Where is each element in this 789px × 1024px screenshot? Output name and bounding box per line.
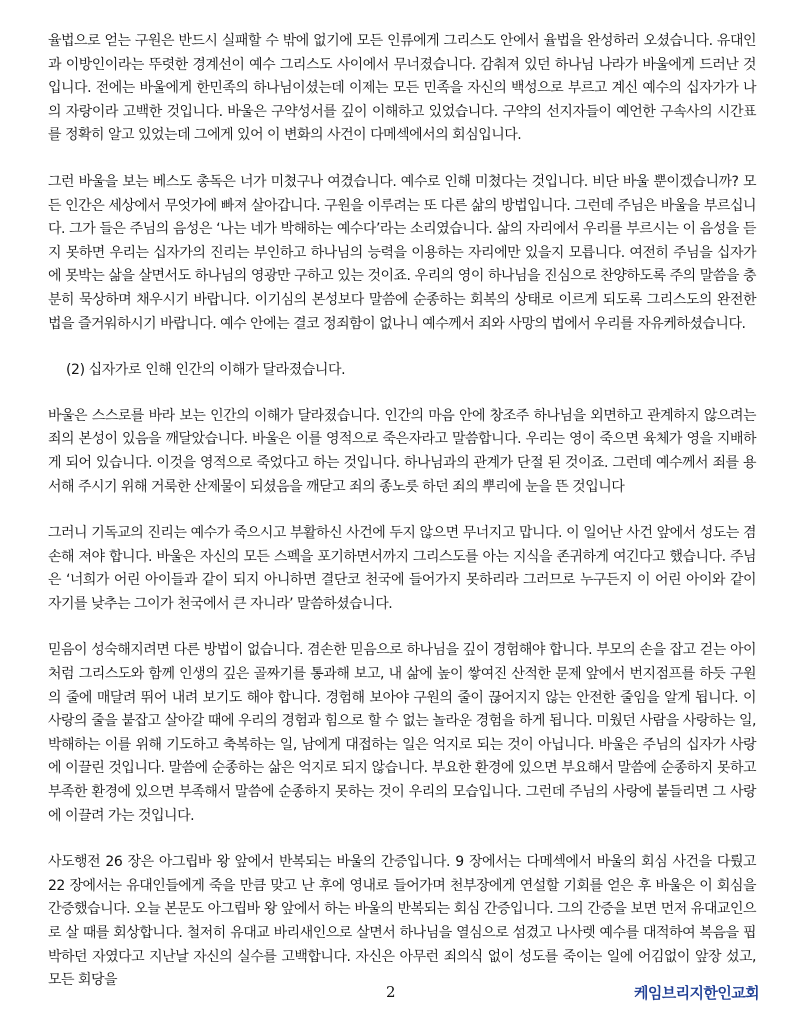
church-name: 케임브리지한인교회 [633, 984, 759, 1002]
paragraph-2: 그런 바울을 보는 베스도 총독은 너가 미쳤구나 여겼습니다. 예수로 인해 미쳤다는 것입니다. 비단 바울 뿐이겠습니까? 모든 인간은 세상에서 무엇가에 빠져 살아갑니다. 구원을 이루려는 또 다른 삶의 방법입니다. 그런데 주님은 바울을 부르십니다. 그가 들은 주님의 음성은 ‘나는 네가 박해하는 예수다’라는 소리였습니다. 삶의 자리에서 우리를 부르시는 이 음성을 듣지 못하면 우리는 십자가의 진리는 부인하고 하나님의 능력을 이용하는 자리에만 있을지 모릅니다. 여전히 주님을 십자가에 못박는 삶을 살면서도 하나님의 영광만 구하고 있는 것이죠. 우리의 영이 하나님을 진심으로 찬양하도록 주의 말씀을 충분히 묵상하며 채우시기 바랍니다. 이기심의 본성보다 말씀에 순종하는 회복의 상태로 이르게 되도록 그리스도의 완전한 법을 즐거워하시기 바랍니다. 예수 안에는 결코 정죄함이 없나니 예수께서 죄와 사망의 법에서 우리를 자유케하셨습니다. [48, 173, 756, 332]
paragraph-5: 믿음이 성숙해지려면 다른 방법이 없습니다. 겸손한 믿음으로 하나님을 깊이 경험해야 합니다. 부모의 손을 잡고 걷는 아이처럼 그리스도와 함께 인생의 깊은 골짜기를 통과해 보고, 내 삶에 높이 쌓여진 산적한 문제 앞에서 번지점프를 하듯 구원의 줄에 매달려 뛰어 내려 보기도 해야 합니다. 경험해 보아야 구원의 줄이 끊어지지 않는 안전한 줄임을 알게 됩니다. 이 사랑의 줄을 붙잡고 살아갈 때에 우리의 경험과 힘으로 할 수 없는 놀라운 경험을 하게 됩니다. 미웠던 사람을 사랑하는 일, 박해하는 이를 위해 기도하고 축복하는 일, 남에게 대접하는 일은 억지로 되는 것이 아닙니다. 바울은 주님의 십자가 사랑에 이끌린 것입니다. 말씀에 순종하는 삶은 억지로 되지 않습니다. 부요한 환경에 있으면 부요해서 말씀에 순종하지 못하고 부족한 환경에 있으면 부족해서 말씀에 순종하지 못하는 것이 우리의 모습입니다. 그런데 주님의 사랑에 붙들리면 그 사랑에 이끌려 가는 것입니다. [48, 642, 756, 824]
page-number: 2 [386, 983, 396, 1001]
paragraph-3: 바울은 스스로를 바라 보는 인간의 이해가 달라졌습니다. 인간의 마음 안에 창조주 하나님을 외면하고 관계하지 않으려는 죄의 본성이 있음을 깨달았습니다. 바울은 이를 영적으로 죽은자라고 말씀합니다. 우리는 영이 죽으면 육체가 영을 지배하게 되어 있습니다. 이것을 영적으로 죽었다고 하는 것입니다. 하나님과의 관계가 단절 된 것이죠. 그런데 예수께서 죄를 용서해 주시기 위해 거룩한 산제물이 되셨음을 깨닫고 죄의 종노릇 하던 죄의 뿌리에 눈을 뜬 것입니다 [48, 407, 756, 495]
section-heading: (2) 십자가로 인해 인간의 이해가 달라졌습니다. [66, 362, 346, 379]
page-body [48, 30, 756, 1016]
paragraph-1: 율법으로 얻는 구원은 반드시 실패할 수 밖에 없기에 모든 인류에게 그리스도 안에서 율법을 완성하러 오셨습니다. 유대인과 이방인이라는 뚜렷한 경계선이 예수 그리스도 사이에서 무너졌습니다. 감춰져 있던 하나님 나라가 바울에게 드러난 것입니다. 전에는 바울에게 한민족의 하나님이셨는데 이제는 모든 민족을 자신의 백성으로 부르고 계신 예수의 십자가가 나의 자랑이라 고백한 것입니다. 바울은 구약성서를 깊이 이해하고 있었습니다. 구약의 선지자들이 예언한 구속사의 시간표를 정확히 알고 있었는데 그에게 있어 이 변화의 사건이 다메섹에서의 회심입니다. [48, 33, 756, 144]
paragraph-6: 사도행전 26 장은 아그립바 왕 앞에서 반복되는 바울의 간증입니다. 9 장에서는 다메섹에서 바울의 회심 사건을 다뤘고 22 장에서는 유대인들에게 죽을 만큼 맞고 난 후에 영내로 들어가며 천부장에게 연설할 기회를 얻은 후 바울은 이 회심을 간증했습니다. 오늘 본문도 아그립바 왕 앞에서 하는 바울의 반복되는 회심 간증입니다. 그의 간증을 보면 먼저 유대교인으로 살 때를 회상합니다. 철저히 유대교 바리새인으로 살면서 하나님을 열심으로 섬겼고 나사렛 예수를 대적하여 복음을 핍박하던 자였다고 지난날 자신의 실수를 고백합니다. 자신은 아무런 죄의식 없이 성도를 죽이는 일에 어김없이 앞장 섰고, 모든 회당을 [48, 854, 756, 989]
paragraph-4: 그러니 기독교의 진리는 예수가 죽으시고 부활하신 사건에 두지 않으면 무너지고 맙니다. 이 일어난 사건 앞에서 성도는 겸손해 져야 합니다. 바울은 자신의 모든 스펙을 포기하면서까지 그리스도를 아는 지식을 존귀하게 여긴다고 했습니다. 주님은 ‘너희가 어린 아이들과 같이 되지 아니하면 결단코 천국에 들어가지 못하리라 그러므로 누구든지 이 어린 아이와 같이 자기를 낮추는 그이가 천국에서 큰 자니라’ 말씀하셨습니다. [48, 525, 756, 612]
